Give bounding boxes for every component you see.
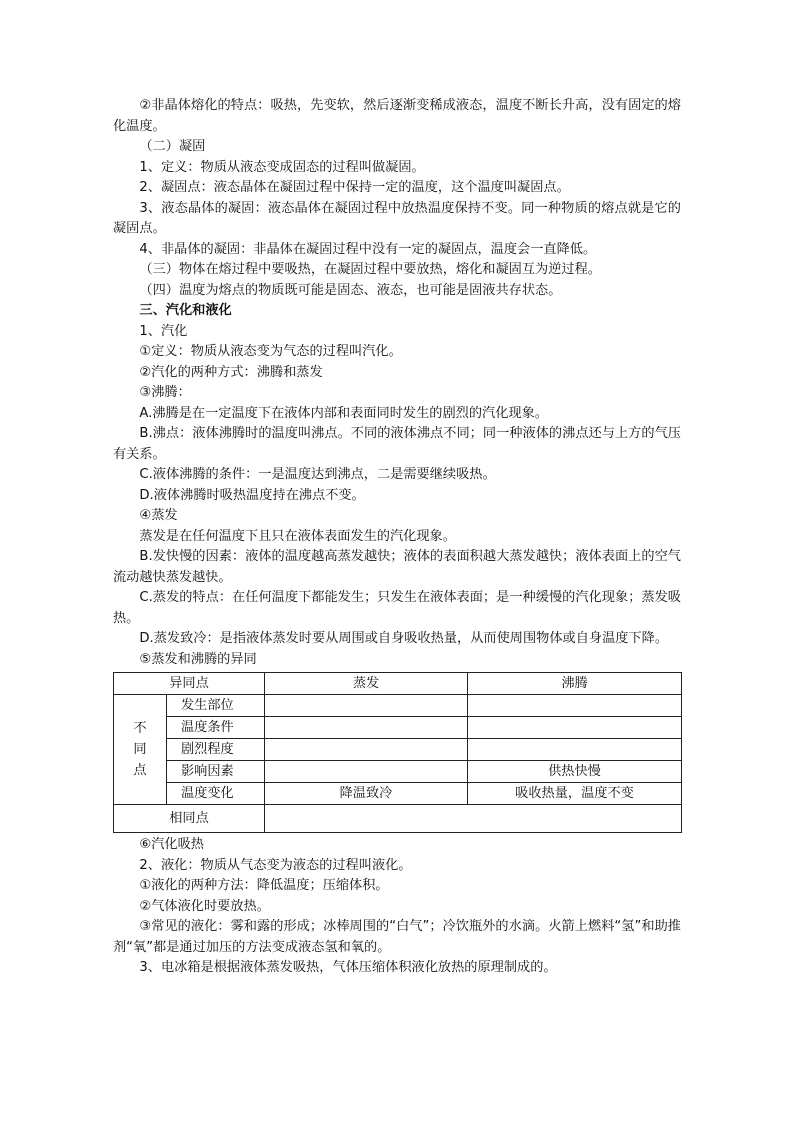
table-row bbox=[114, 717, 682, 739]
evaporation-cell bbox=[265, 695, 468, 717]
paragraph: ⑤蒸发和沸腾的异同 bbox=[139, 651, 257, 667]
table-row bbox=[114, 805, 682, 833]
same-point-label: 相同点 bbox=[114, 805, 265, 833]
row-label: 温度条件 bbox=[167, 717, 265, 739]
boiling-cell bbox=[468, 717, 682, 739]
paragraph: D.蒸发致冷：是指液体蒸发时要从周围或自身吸收热量，从而使周围物体或自身温度下降。 bbox=[139, 631, 669, 646]
difference-label-char: 点 bbox=[133, 763, 147, 778]
paragraph: 3、液态晶体的凝固：液态晶体在凝固过程中放热温度保持不变。同一种物质的熔点就是它的凝固点。 bbox=[113, 200, 681, 236]
table-header-row bbox=[114, 673, 682, 695]
paragraph: C.液体沸腾的条件：一是温度达到沸点，二是需要继续吸热。 bbox=[139, 467, 496, 482]
paragraph: ②汽化的两种方式：沸腾和蒸发 bbox=[139, 364, 323, 380]
table-row bbox=[114, 761, 682, 783]
paragraph: ①液化的两种方法：降低温度；压缩体积。 bbox=[139, 878, 389, 893]
evaporation-cell bbox=[265, 739, 468, 761]
row-label: 温度变化 bbox=[167, 783, 265, 805]
paragraph: 3、电冰箱是根据液体蒸发吸热，气体压缩体积液化放热的原理制成的。 bbox=[139, 960, 557, 975]
table-row bbox=[114, 783, 682, 805]
paragraph: ③常见的液化：雾和露的形成；冰棒周围的“白气”；冷饮瓶外的水滴。火箭上燃料“氢”和助推剂“氧”都是通过加压的方法变成液态氢和氧的。 bbox=[113, 919, 681, 955]
paragraph: （三）物体在熔过程中要吸热，在凝固过程中要放热，熔化和凝固互为逆过程。 bbox=[139, 262, 601, 277]
document-page bbox=[113, 96, 681, 979]
paragraph: （四）温度为熔点的物质既可能是固态、液态，也可能是固液共存状态。 bbox=[139, 282, 562, 298]
section-heading: 三、汽化和液化 bbox=[139, 303, 232, 318]
boiling-cell bbox=[468, 739, 682, 761]
table-header-cell: 沸腾 bbox=[468, 673, 682, 695]
paragraph: ④蒸发 bbox=[139, 508, 178, 523]
paragraph: 2、液化：物质从气态变为液态的过程叫液化。 bbox=[139, 857, 412, 873]
paragraph: 4、非晶体的凝固：非晶体在凝固过程中没有一定的凝固点，温度会一直降低。 bbox=[139, 241, 597, 257]
table-row bbox=[114, 739, 682, 761]
paragraph: B.沸点：液体沸腾时的温度叫沸点。不同的液体沸点不同；同一种液体的沸点还与上方的气压有关系。 bbox=[113, 426, 681, 462]
paragraph: A.沸腾是在一定温度下在液体内部和表面同时发生的剧烈的汽化现象。 bbox=[139, 405, 548, 421]
difference-label-char: 不 bbox=[133, 721, 147, 736]
paragraph: ①定义：物质从液态变为气态的过程叫汽化。 bbox=[139, 344, 402, 359]
paragraph: 蒸发是在任何温度下且只在液体表面发生的汽化现象。 bbox=[139, 528, 456, 544]
comparison-table bbox=[113, 672, 682, 833]
paragraph: ③沸腾： bbox=[139, 385, 191, 400]
paragraph: （二）凝固 bbox=[139, 139, 206, 154]
row-label: 剧烈程度 bbox=[167, 739, 265, 761]
paragraph: 1、汽化 bbox=[139, 323, 188, 339]
same-point-cell bbox=[265, 805, 682, 833]
boiling-cell bbox=[468, 695, 682, 717]
paragraph: 2、凝固点：液态晶体在凝固过程中保持一定的温度，这个温度叫凝固点。 bbox=[139, 180, 570, 195]
difference-label-char: 同 bbox=[133, 742, 147, 757]
boiling-cell: 吸收热量，温度不变 bbox=[468, 783, 682, 805]
table-header-cell: 异同点 bbox=[114, 673, 265, 695]
paragraph: B.发快慢的因素：液体的温度越高蒸发越快；液体的表面积越大蒸发越快；液体表面上的空气流动越快蒸发越快。 bbox=[113, 549, 681, 585]
evaporation-cell bbox=[265, 761, 468, 783]
paragraph: D.液体沸腾时吸热温度持在沸点不变。 bbox=[139, 487, 365, 503]
difference-label-cell bbox=[114, 695, 167, 805]
evaporation-cell bbox=[265, 717, 468, 739]
paragraph: ②非晶体熔化的特点：吸热，先变软，然后逐渐变稀成液态，温度不断长升高，没有固定的熔化温度。 bbox=[113, 98, 681, 134]
paragraph: ②气体液化时要放热。 bbox=[139, 898, 270, 914]
table-row bbox=[114, 695, 682, 717]
paragraph: 1、定义：物质从液态变成固态的过程叫做凝固。 bbox=[139, 159, 425, 175]
row-label: 影响因素 bbox=[167, 761, 265, 783]
row-label: 发生部位 bbox=[167, 695, 265, 717]
paragraph: C.蒸发的特点：在任何温度下都能发生；只发生在液体表面；是一种缓慢的汽化现象；蒸发吸热。 bbox=[113, 590, 681, 626]
evaporation-cell: 降温致冷 bbox=[265, 783, 468, 805]
boiling-cell: 供热快慢 bbox=[468, 761, 682, 783]
paragraph: ⑥汽化吸热 bbox=[139, 837, 204, 852]
table-header-cell: 蒸发 bbox=[265, 673, 468, 695]
